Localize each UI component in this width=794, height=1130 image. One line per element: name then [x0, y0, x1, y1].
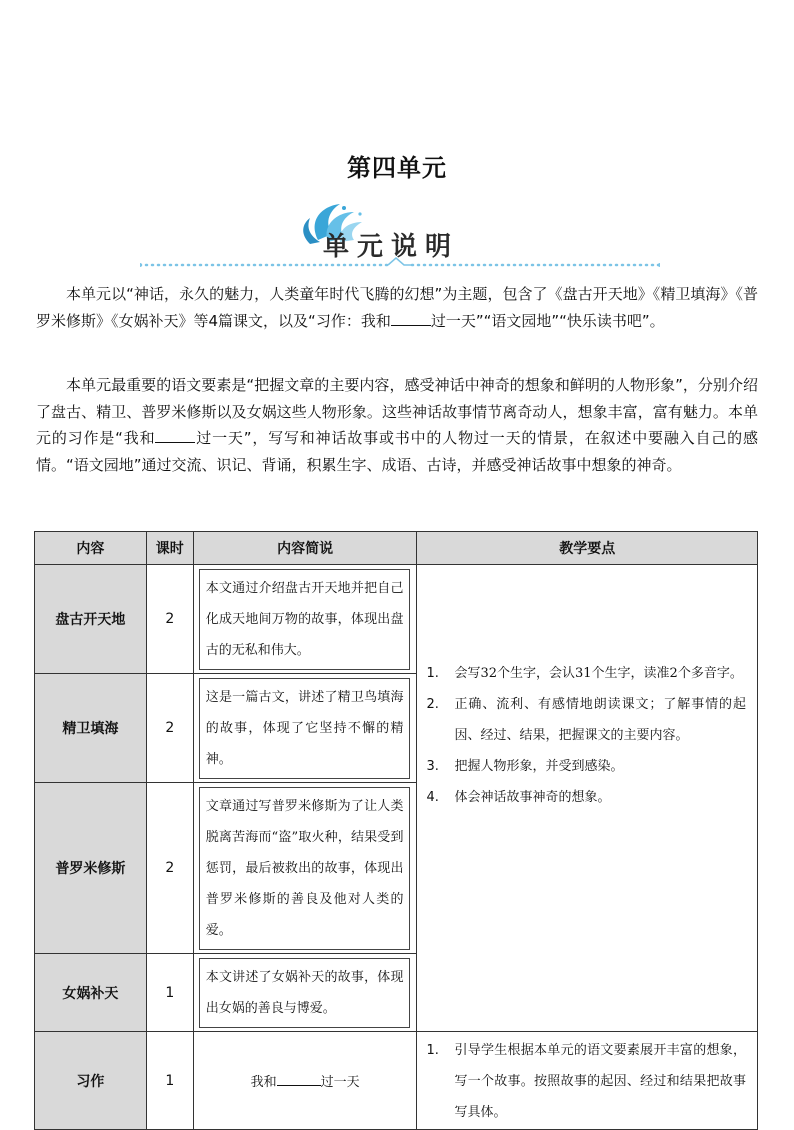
lesson-summary-cell: [193, 674, 417, 783]
writing-hours: 1: [146, 1032, 193, 1130]
table-row: [35, 565, 758, 674]
fill-blank: [277, 1071, 321, 1086]
list-item: 4. 体会神话故事神奇的想象。: [426, 790, 611, 805]
writing-points-cell: [417, 1032, 758, 1130]
list-item: 3. 把握人物形象，并受到感染。: [426, 759, 624, 774]
intro-paragraph-2: [36, 372, 758, 478]
list-item: 1. 会写32个生字，会认31个生字，读准2个多音字。: [426, 666, 743, 681]
lesson-name: 精卫填海: [35, 674, 147, 783]
header-hours: 课时: [146, 532, 193, 565]
lesson-summary: 这是一篇古文，讲述了精卫鸟填海的故事，体现了它坚持不懈的精神。: [199, 678, 411, 779]
writing-name: 习作: [35, 1032, 147, 1130]
page-title: 第四单元: [347, 154, 447, 182]
lesson-summary-cell: [193, 783, 417, 954]
header-content: 内容: [35, 532, 147, 565]
lesson-hours: 2: [146, 783, 193, 954]
intro-p1-text-a: 本单元以“神话，永久的魅力，人类童年时代飞腾的幻想”为主题，包含了《盘古开天地》《精卫填海》《普罗米修斯》《女娲补天》等4篇课文，以及“习作：我和: [36, 285, 758, 330]
lesson-name: 盘古开天地: [35, 565, 147, 674]
table-header-row: [35, 532, 758, 565]
list-item: 2. 正确、流利、有感情地朗读课文；了解事情的起因、经过、结果，把握课文的主要内容。: [426, 697, 746, 743]
teaching-points-list: [418, 658, 756, 813]
table-row: [35, 1032, 758, 1130]
intro-p2-text-b: 过一天”，写写和神话故事或书中的人物过一天的情景，在叙述中要融入自己的感情。“语文园地”通过交流、识记、背诵，积累生字、成语、古诗，并感受神话故事中想象的神奇。: [36, 429, 758, 474]
banner-title: 单元说明: [323, 232, 460, 262]
lesson-name: 普罗米修斯: [35, 783, 147, 954]
lesson-summary: 本文讲述了女娲补天的故事，体现出女娲的善良与博爱。: [199, 958, 411, 1028]
intro-p1-text-b: 过一天”“语文园地”“快乐读书吧”。: [430, 311, 665, 330]
lesson-summary-cell: [193, 565, 417, 674]
teaching-points-cell: [417, 565, 758, 1032]
intro-paragraph-1: [36, 281, 758, 334]
lesson-hours: 2: [146, 674, 193, 783]
unit-plan-table: [34, 531, 758, 1130]
intro-p2-text-a: 本单元最重要的语文要素是“把握文章的主要内容，感受神话中神奇的想象和鲜明的人物形象”，分别介绍了盘古、精卫、普罗米修斯以及女娲这些人物形象。这些神话故事情节离奇动人，想象丰富，富有魅力。本单元的习作是“我和: [36, 376, 758, 447]
fill-blank: [391, 311, 431, 326]
writing-topic: 我和 过一天: [193, 1032, 417, 1130]
lesson-name: 女娲补天: [35, 954, 147, 1032]
lesson-summary: 文章通过写普罗米修斯为了让人类脱离苦海而“盗”取火种，结果受到惩罚，最后被救出的故事，体现出普罗米修斯的善良及他对人类的爱。: [199, 787, 411, 950]
lesson-summary-cell: [193, 954, 417, 1032]
writing-points-list: [418, 1035, 756, 1128]
lesson-hours: 1: [146, 954, 193, 1032]
lesson-hours: 2: [146, 565, 193, 674]
header-summary: 内容简说: [193, 532, 417, 565]
fill-blank: [155, 428, 195, 443]
list-item: 1. 引导学生根据本单元的语文要素展开丰富的想象，写一个故事。按照故事的起因、经过和结果把故事写具体。: [426, 1043, 746, 1120]
lesson-summary: 本文通过介绍盘古开天地并把自己化成天地间万物的故事，体现出盘古的无私和伟大。: [199, 569, 411, 670]
header-key-points: 教学要点: [417, 532, 758, 565]
